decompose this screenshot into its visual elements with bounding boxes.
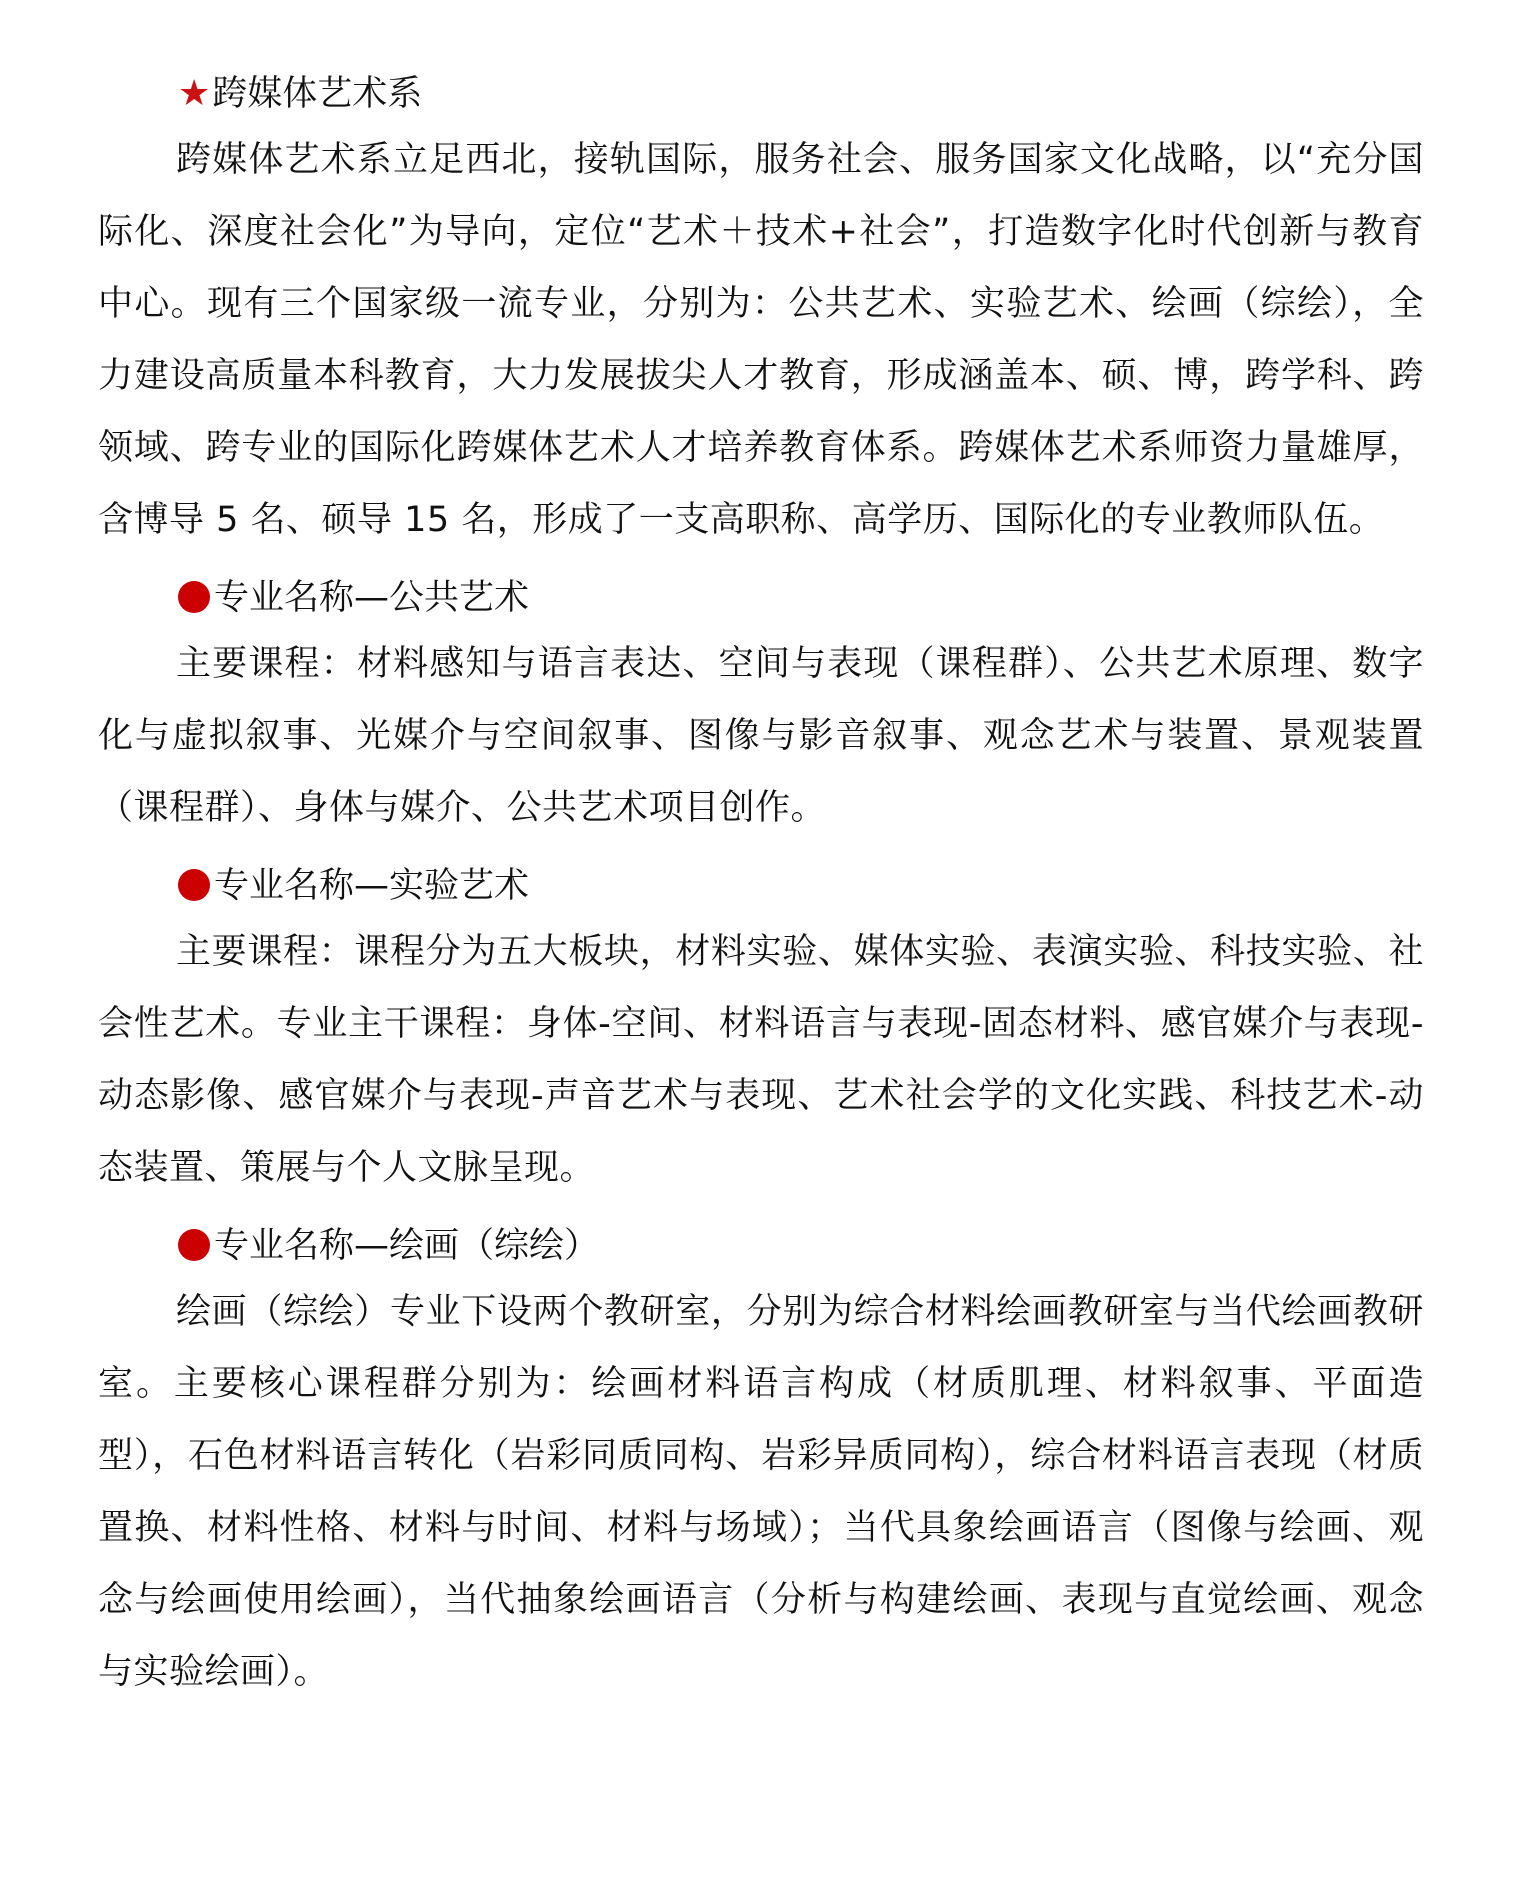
major-heading-public-art bbox=[98, 568, 1424, 628]
major-description: 主要课程：课程分为五大板块，材料实验、媒体实验、表演实验、科技实验、社会性艺术。专业主干课程：身体-空间、材料语言与表现-固态材料、感官媒介与表现-动态影像、感官媒介与表现-声音艺术与表现、艺术社会学的文化实践、科技艺术-动态装置、策展与个人文脉呈现。 bbox=[98, 932, 1424, 1188]
major-title: 专业名称—实验艺术 bbox=[214, 866, 530, 906]
star-icon: ★ bbox=[178, 73, 211, 114]
major-title: 专业名称—绘画（综绘） bbox=[214, 1226, 600, 1266]
department-heading bbox=[98, 64, 1424, 124]
major-heading-experimental-art bbox=[98, 856, 1424, 916]
major-title: 专业名称—公共艺术 bbox=[214, 578, 530, 618]
major-description: 主要课程：材料感知与语言表达、空间与表现（课程群）、公共艺术原理、数字化与虚拟叙事、光媒介与空间叙事、图像与影音叙事、观念艺术与装置、景观装置（课程群）、身体与媒介、公共艺术项目创作。 bbox=[98, 644, 1424, 828]
department-title: 跨媒体艺术系 bbox=[212, 74, 423, 114]
major-heading-painting bbox=[98, 1216, 1424, 1276]
red-dot-icon bbox=[178, 869, 210, 901]
red-dot-icon bbox=[178, 1229, 210, 1261]
department-intro: 跨媒体艺术系立足西北，接轨国际，服务社会、服务国家文化战略，以“充分国际化、深度社会化”为导向，定位“艺术＋技术+社会”，打造数字化时代创新与教育中心。现有三个国家级一流专业，分别为：公共艺术、实验艺术、绘画（综绘），全力建设高质量本科教育，大力发展拔尖人才教育，形成涵盖本、硕、博，跨学科、跨领域、跨专业的国际化跨媒体艺术人才培养教育体系。跨媒体艺术系师资力量雄厚，含博导 5 名、硕导 15 名，形成了一支高职称、高学历、国际化的专业教师队伍。 bbox=[98, 140, 1424, 540]
major-description: 绘画（综绘）专业下设两个教研室，分别为综合材料绘画教研室与当代绘画教研室。主要核心课程群分别为：绘画材料语言构成（材质肌理、材料叙事、平面造型），石色材料语言转化（岩彩同质同构、岩彩异质同构），综合材料语言表现（材质置换、材料性格、材料与时间、材料与场域）；当代具象绘画语言（图像与绘画、观念与绘画使用绘画），当代抽象绘画语言（分析与构建绘画、表现与直觉绘画、观念与实验绘画）。 bbox=[98, 1292, 1424, 1692]
document-page bbox=[98, 64, 1424, 1720]
red-dot-icon bbox=[178, 581, 210, 613]
